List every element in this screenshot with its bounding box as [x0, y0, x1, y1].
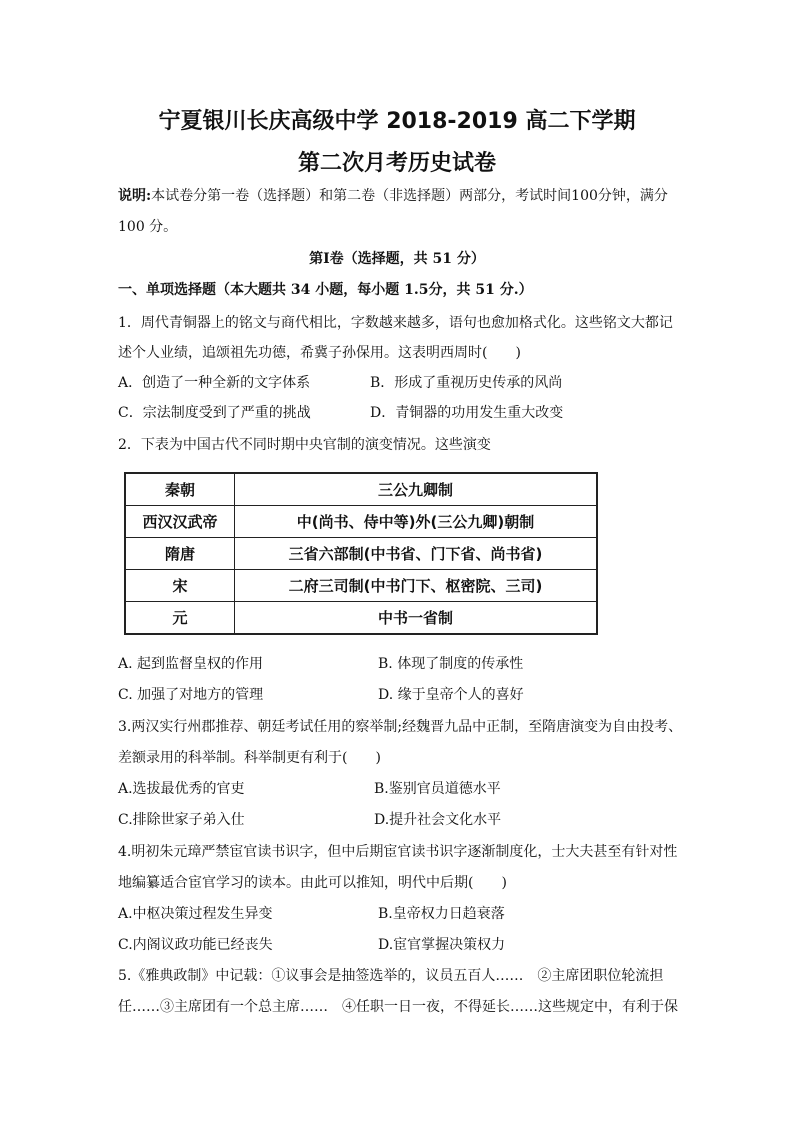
official-system-table	[124, 472, 598, 635]
q2-option-a: A. 起到监督皇权的作用	[118, 656, 264, 672]
table-row	[125, 570, 597, 602]
q2-stem: 2．下表为中国古代不同时期中央官制的演变情况。这些演变	[118, 437, 491, 453]
exam-title-line2: 第二次月考历史试卷	[297, 151, 496, 176]
q4-option-b: B.皇帝权力日趋衰落	[378, 906, 505, 922]
q4-option-a: A.中枢决策过程发生异变	[118, 906, 273, 922]
intro-line1	[118, 186, 678, 206]
q1-stem-line1: 1．周代青铜器上的铭文与商代相比，字数越来越多，语句也愈加格式化。这些铭文大都记	[118, 315, 673, 331]
table-cell-era: 宋	[125, 570, 235, 602]
table-cell-system: 中(尚书、侍中等)外(三公九卿)朝制	[235, 506, 598, 538]
q3-stem-line2: 差额录用的科举制。科举制更有利于( )	[118, 750, 381, 766]
q4-stem-line1: 4.明初朱元璋严禁宦官读书识字，但中后期宦官读书识字逐渐制度化，士大夫甚至有针对性	[118, 844, 678, 860]
table-cell-system: 三省六部制(中书省、门下省、尚书省)	[235, 538, 598, 570]
q2-option-c: C. 加强了对地方的管理	[118, 687, 264, 703]
table-cell-system: 二府三司制(中书门下、枢密院、三司)	[235, 570, 598, 602]
q2-option-b: B. 体现了制度的传承性	[378, 656, 524, 672]
intro-text: 本试卷分第一卷（选择题）和第二卷（非选择题）两部分，考试时间100分钟，满分	[151, 188, 668, 204]
q4-option-c: C.内阁议政功能已经丧失	[118, 937, 273, 953]
volume-title: 第Ⅰ卷（选择题，共 51 分）	[309, 251, 485, 267]
exam-title-line1: 宁夏银川长庆高级中学 2018-2019 高二下学期	[158, 109, 636, 134]
q1-stem-line2: 述个人业绩，追颂祖先功德，希冀子孙保用。这表明西周时( )	[118, 345, 521, 361]
intro-line2: 100 分。	[118, 219, 178, 235]
table-cell-era: 秦朝	[125, 473, 235, 506]
q3-option-a: A.选拔最优秀的官吏	[118, 781, 245, 797]
q1-option-c: C．宗法制度受到了严重的挑战	[118, 405, 311, 421]
table-cell-era: 元	[125, 602, 235, 635]
table-cell-system: 三公九卿制	[235, 473, 598, 506]
q5-stem-line2: 任……③主席团有一个总主席…… ④任职一日一夜，不得延长……这些规定中，有利于保	[118, 999, 678, 1015]
q1-option-b: B．形成了重视历史传承的风尚	[370, 375, 563, 391]
table-cell-system: 中书一省制	[235, 602, 598, 635]
table-row	[125, 506, 597, 538]
q4-option-d: D.宦官掌握决策权力	[378, 937, 506, 953]
q4-stem-line2: 地编纂适合宦官学习的读本。由此可以推知，明代中后期( )	[118, 875, 507, 891]
q3-option-b: B.鉴别官员道德水平	[374, 781, 501, 797]
q5-stem-line1: 5.《雅典政制》中记载：①议事会是抽签选举的，议员五百人…… ②主席团职位轮流担	[118, 968, 664, 984]
q2-option-d: D. 缘于皇帝个人的喜好	[378, 687, 524, 703]
intro-label: 说明:	[118, 188, 152, 204]
part-title: 一、单项选择题（本大题共 34 小题，每小题 1.5分，共 51 分.）	[118, 282, 533, 298]
table-cell-era: 隋唐	[125, 538, 235, 570]
q3-stem-line1: 3.两汉实行州郡推荐、朝廷考试任用的察举制;经魏晋九品中正制，至隋唐演变为自由投考、	[118, 719, 683, 735]
table-cell-era: 西汉汉武帝	[125, 506, 235, 538]
q1-option-d: D．青铜器的功用发生重大改变	[370, 405, 564, 421]
q1-option-a: A．创造了一种全新的文字体系	[118, 375, 311, 391]
table-row	[125, 473, 597, 506]
table-row	[125, 538, 597, 570]
q3-option-c: C.排除世家子弟入仕	[118, 812, 245, 828]
table-row	[125, 602, 597, 635]
q3-option-d: D.提升社会文化水平	[374, 812, 502, 828]
